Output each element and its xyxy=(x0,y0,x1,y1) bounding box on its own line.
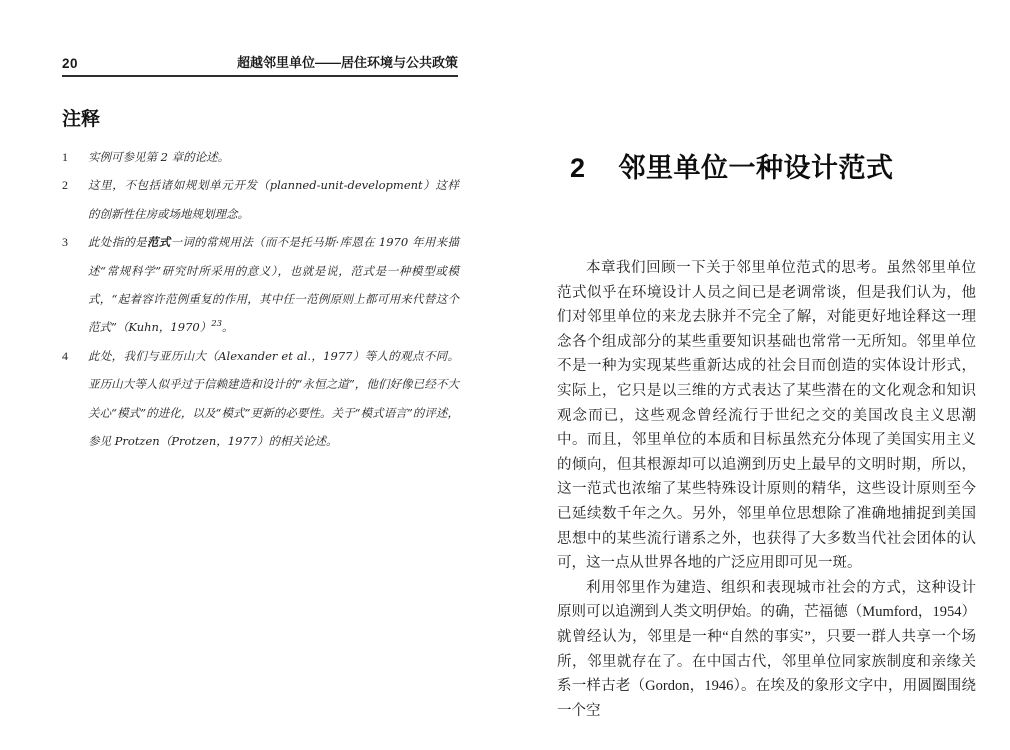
notes-section-title: 注释 xyxy=(62,109,101,130)
body-paragraph-1: 本章我们回顾一下关于邻里单位范式的思考。虽然邻里单位范式似乎在环境设计人员之间已是老调常谈，但是我们认为，他们对邻里单位的来龙去脉并不完全了解，对能更好地诠释这一理念各个组成部分的某些重要知识基础也常常一无所知。邻里单位不是一种为实现某些重新达成的社会目而创造的实体设计形式，实际上，它只是以三维的方式表达了某些潜在的文化观念和知识观念而已，这些观念曾经流行于世纪之交的美国改良主义思潮中。而且，邻里单位的本质和目标虽然充分体现了美国实用主义的倾向，但其根源却可以追溯到历史上最早的文明时期，所以，这一范式也浓缩了某些特殊设计原则的精华，这些设计原则至今已延续数千年之久。另外，邻里单位思想除了准确地捕捉到美国思想中的某些流行谱系之外，也获得了大多数当代社会团体的认可，这一点从世界各地的广泛应用即可见一斑。 xyxy=(557,260,976,572)
footnote-superscript-ref: 23 xyxy=(211,319,223,330)
footnote-text: 此处，我们与亚历山大（Alexander et al.，1977）等人的观点不同。亚历山大等人似乎过于信赖建造和设计的“永恒之道”，他们好像已经不大关心“模式”的进化，以及“模式”更新的必要性。关于“模式语言”的评述，参见 Protzen（Protzen，1977）的相关论述。 xyxy=(88,348,459,449)
footnote-item-1 xyxy=(62,143,459,171)
footnote-item-3 xyxy=(62,228,459,342)
footnotes-list xyxy=(62,143,459,455)
footnote-text: 这里，不包括诸如规划单元开发（planned-unit-development）这样的创新性住房或场地规划理念。 xyxy=(88,178,459,221)
footnote-text-segment: 。 xyxy=(222,320,234,335)
footnote-text: 实例可参见第 2 章的论述。 xyxy=(88,150,230,164)
footnote-number: 4 xyxy=(62,348,68,363)
footnote-number: 3 xyxy=(62,235,68,250)
chapter-heading xyxy=(570,146,894,185)
right-page xyxy=(505,0,1010,750)
footnote-text-segment: 一词的常规用法（而不是托马斯·库恩在 1970 年用来描述“常规科学”研究时所采用的意义），也就是说，范式是一种模型或模式，“起着容许范例重复的作用，其中任一范例原则上都可用来代替这个范式”（Kuhn，1970） xyxy=(88,235,460,335)
footnote-number: 2 xyxy=(62,178,68,193)
body-paragraph-2: 利用邻里作为建造、组织和表现城市社会的方式，这种设计原则可以追溯到人类文明伊始。的确，芒福德（Mumford，1954）就曾经认为，邻里是一种“自然的事实”，只要一群人共享一个场所，邻里就存在了。在中国古代，邻里单位同家族制度和亲缘关系一样古老（Gordon，1946）。在埃及的象形文字中，用圆圈围绕一个空 xyxy=(557,579,976,719)
footnote-text xyxy=(88,228,459,342)
chapter-body xyxy=(557,256,976,723)
chapter-title: 邻里单位一种设计范式 xyxy=(618,153,894,183)
page-header xyxy=(62,52,458,77)
footnote-item-4 xyxy=(62,342,459,456)
footnote-bold-term: 范式 xyxy=(146,235,171,250)
running-title: 超越邻里单位——居住环境与公共政策 xyxy=(236,55,458,70)
page-number: 20 xyxy=(62,56,79,71)
footnote-item-2 xyxy=(62,171,459,228)
footnote-number: 1 xyxy=(62,150,68,164)
footnote-text-segment: 此处指的是 xyxy=(88,235,147,250)
chapter-number: 2 xyxy=(570,153,586,183)
